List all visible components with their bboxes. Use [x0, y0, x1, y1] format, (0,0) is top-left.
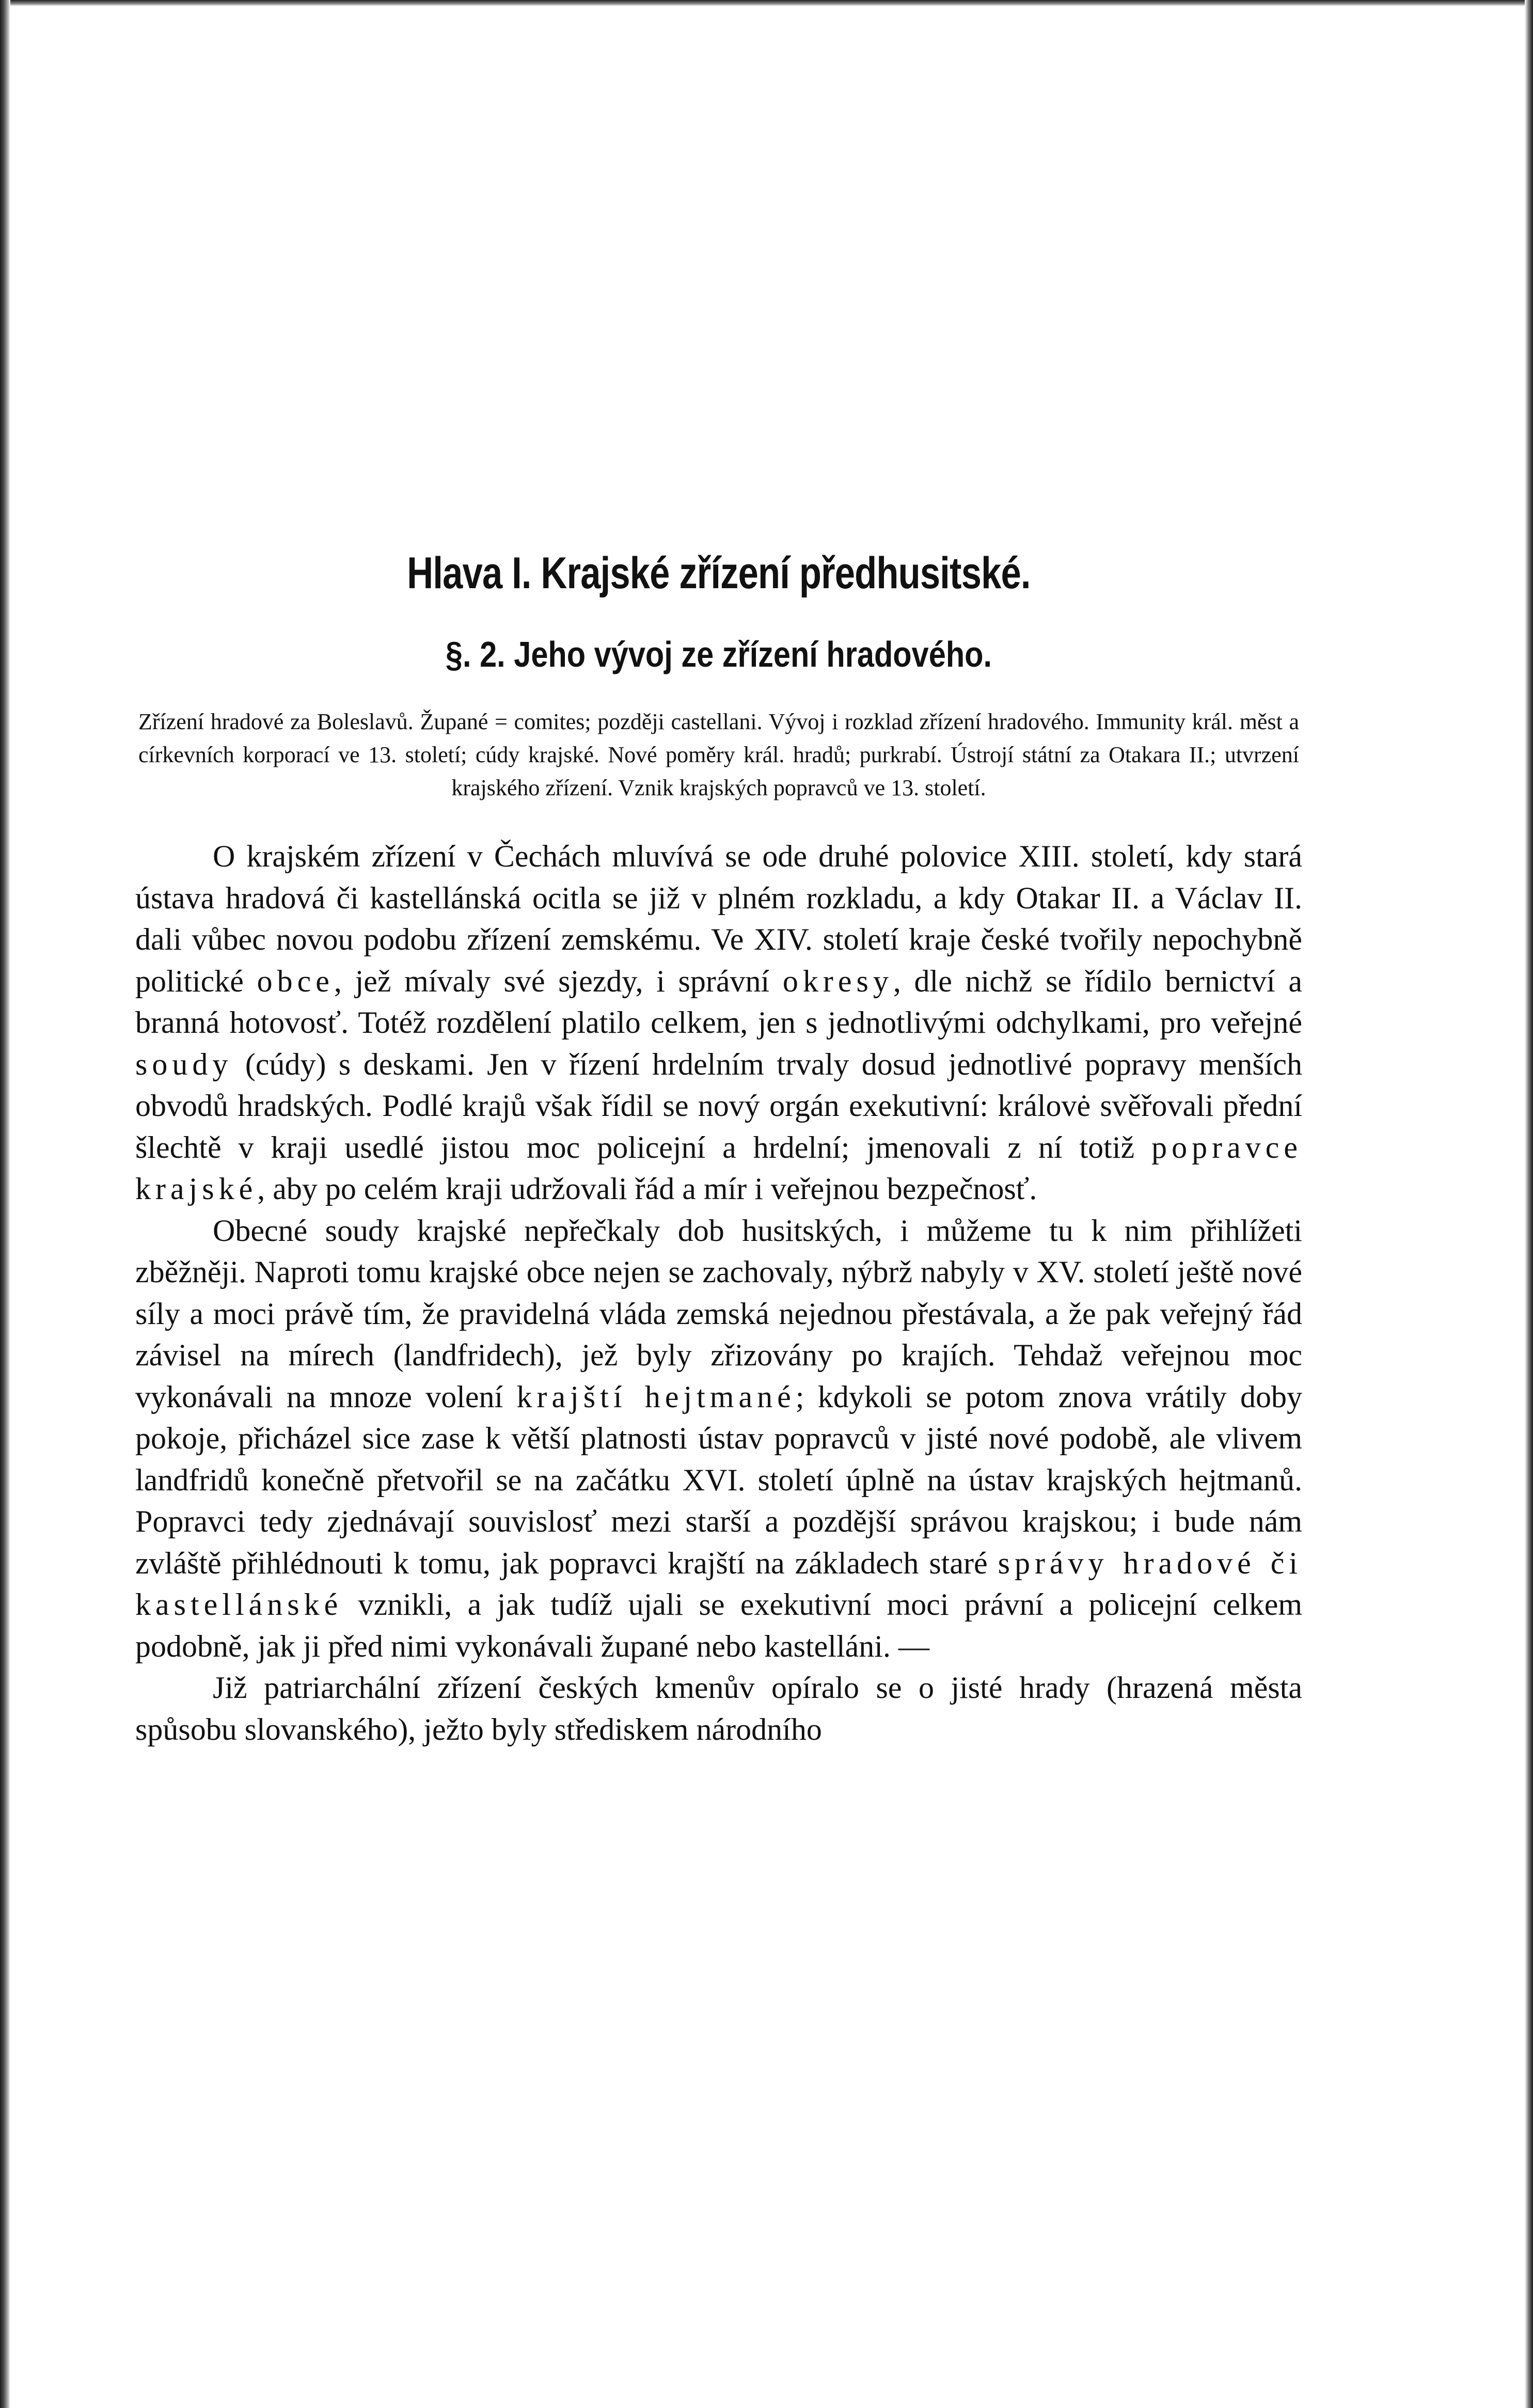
page-edge-right: [1525, 0, 1533, 2408]
emphasis-soudy: soudy: [135, 1047, 233, 1081]
emphasis-popravce-krajske: popravce krajské: [135, 1130, 1302, 1206]
paragraph-1-text-a: O krajském zřízení v Čechách mluvívá se ode druhé polovice XIII. století, kdy stará ústava hradová či kastellánská ocitla se již v plném rozkladu, a kdy Otakar II. a Václav II. dali vůbec novou podobu zřízení zemskému. Ve XIV. století kraje české tvořily nepochybně politické: [135, 839, 1302, 998]
body-text: [135, 836, 1302, 1750]
paragraph-1-text-e: , aby po celém kraji udržovali řád a mír i veřejnou bezpečnosť.: [257, 1172, 1037, 1206]
page-edge-top: [0, 0, 1533, 6]
page-edge-left: [0, 0, 10, 2408]
paragraph-2-text-a: Obecné soudy krajské nepřečkaly dob husitských, i můžeme tu k nim přihlížeti zběžněji. Naproti tomu krajské obce nejen se zachovaly, nýbrž nabyly v XV. století ještě nové síly a moci právě tím, že pravidelná vláda zemská nejednou přestávala, a že pak veřejný řád závisel na mírech (landfridech), jež byly zřizovány po krajích. Tehdaž veřejnou moc vykonávali na mnoze volení: [135, 1213, 1302, 1414]
paragraph-1: [135, 836, 1302, 1210]
paragraph-2-text-b: ; kdykoli se potom znova vrátily doby pokoje, přicházel sice zase k větší platnosti ústav popravců v jisté nové podobě, ale vlivem landfridů konečně přetvořil se na začátku XVI. století úplně na ústav krajských hejtmanů. Popravci tedy zjednávají souvislosť mezi starší a pozdější správou krajskou; i bude nám zvláště přihlédnouti k tomu, jak popravci krajští na základech staré: [135, 1379, 1303, 1580]
page-content: [135, 542, 1302, 1750]
paragraph-3: [135, 1667, 1302, 1750]
section-title: §. 2. Jeho vývoj ze zřízení hradového.: [445, 634, 992, 674]
paragraph-2: [135, 1210, 1302, 1667]
paragraph-1-text-d: (cúdy) s deskami. Jen v řízení hrdelním trvaly dosud jednotlivé popravy menších obvodů hradských. Podlé krajů však řídil se nový orgán exekutivní: královė svěřovali přední šlechtě v kraji usedlé jistou moc policejní a hrdelní; jmenovali z ní totiž: [135, 1047, 1302, 1164]
emphasis-okresy: okresy: [782, 964, 893, 998]
paragraph-3-text-a: Již patriarchální zřízení českých kmenův opíralo se o jisté hrady (hrazená města spůsobu slovanského), ježto byly střediskem národního: [135, 1671, 1302, 1746]
emphasis-spravy-hradove: správy hradové či kastellánské: [135, 1546, 1302, 1622]
section-summary: Zřízení hradové za Boleslavů. Župané = comites; později castellani. Vývoj i rozklad zřízení hradového. Immunity král. měst a církevních korporací ve 13. století; cúdy krajské. Nové poměry král. hradů; purkrabí. Ústrojí státní za Otakara II.; utvrzení krajského zřízení. Vznik krajských popravců ve 13. století.: [138, 709, 1299, 800]
paragraph-1-text-b: , jež mívaly své sjezdy, i správní: [334, 964, 783, 998]
emphasis-obce: obce: [257, 964, 334, 998]
paragraph-1-text-c: , dle nichž se řídilo bernictví a branná hotovosť. Totéž rozdělení platilo celkem, jen s jednotlivými odchylkami, pro veřejné: [135, 964, 1302, 1040]
emphasis-krajsti-hejtmane: krajští hejtmané: [516, 1379, 796, 1414]
chapter-title: Hlava I. Krajské zřízení předhusitské.: [407, 548, 1031, 598]
paragraph-2-text-c: vznikli, a jak tudíž ujali se exekutivní moci právní a policejní celkem podobně, jak ji před nimi vykonávali župané nebo kastelláni. —: [135, 1587, 1302, 1663]
